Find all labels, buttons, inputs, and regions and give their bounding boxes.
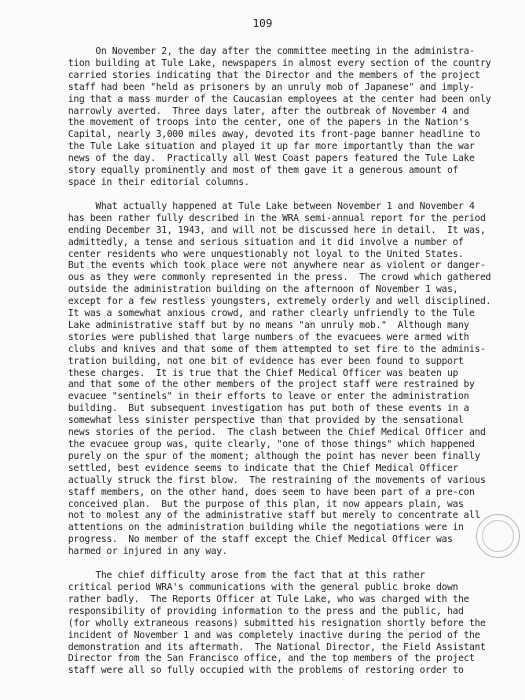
text-line: (for wholly extraneous reasons) submitted his resignation shortly before the — [68, 617, 486, 629]
text-line: tration building, not one bit of evidence has ever been found to support — [68, 355, 464, 367]
text-line: news stories of the period. The clash between the Chief Medical Officer and — [68, 427, 486, 439]
text-line: The chief difficulty arose from the fact that at this rather — [68, 570, 426, 582]
text-line: except for a few restless youngsters, extremely orderly and well disciplined. — [68, 296, 492, 308]
text-line: staff were all so fully occupied with the problems of restoring order to — [68, 665, 464, 677]
text-line: incident of November 1 and was completely inactive during the period of the — [68, 629, 481, 641]
paragraph-1 — [68, 46, 513, 189]
text-line: outside the administration building on the afternoon of November 1 was, — [68, 284, 459, 296]
text-line: building. But subsequent investigation has put both of these events in a — [68, 403, 470, 415]
text-line: staff members, on the other hand, does seem to have been part of a pre-con — [68, 486, 475, 498]
page-number: 109 — [252, 17, 273, 30]
text-line: somewhat less sinister perspective than that provided by the sensational — [68, 415, 464, 427]
text-line: responsibility of providing information to the press and the public, had — [68, 605, 464, 617]
text-line: stories were published that large numbers of the evacuees were armed with — [68, 331, 470, 343]
text-line: center residents who were unquestionably not loyal to the United States. — [68, 248, 464, 260]
text-line: settled, best evidence seems to indicate that the Chief Medical Officer — [68, 462, 459, 474]
text-line: critical period WRA's communications with the general public broke down — [68, 581, 459, 593]
text-line: admittedly, a tense and serious situation and it did involve a number of — [68, 236, 464, 248]
text-line: carried stories indicating that the Director and the members of the project — [68, 69, 481, 81]
text-line: It was a somewhat anxious crowd, and rather clearly unfriendly to the Tule — [68, 308, 475, 320]
text-line: attentions on the administration building while the negotiations were in — [68, 522, 464, 534]
text-line: Director from the San Francisco office, and the top members of the project — [68, 653, 475, 665]
text-line: the evacuee group was, quite clearly, "one of those things" which happened — [68, 439, 475, 450]
text-line: Lake administrative staff but by no means "an unruly mob." Although many — [68, 319, 470, 331]
text-line: clubs and knives and that some of them attempted to set fire to the adminis- — [68, 343, 486, 355]
text-line: story equally prominently and most of them gave it a generous amount of — [68, 165, 459, 177]
document-body — [68, 46, 513, 689]
text-line: What actually happened at Tule Lake between November 1 and November 4 — [68, 200, 475, 212]
text-line: harmed or injured in any way. — [68, 546, 228, 558]
text-line: rather badly. The Reports Officer at Tule Lake, who was charged with the — [68, 593, 470, 605]
text-line: the movement of troops into the center, one of the papers in the Nation's — [68, 117, 470, 129]
text-line: not to molest any of the administrative staff but merely to concentrate all — [68, 510, 481, 522]
text-line: tion building at Tule Lake, newspapers in almost every section of the country — [68, 57, 492, 69]
text-line: purely on the spur of the moment; although the point has never been finally — [68, 450, 481, 462]
paragraph-2 — [68, 201, 513, 558]
archive-stamp — [476, 514, 520, 558]
paragraph-3 — [68, 570, 513, 677]
text-line: But the events which took place were not anywhere near as violent or danger- — [68, 260, 486, 272]
text-line: conceived plan. But the purpose of this plan, it now appears plain, was — [68, 498, 464, 510]
text-line: these charges. It is true that the Chief Medical Officer was beaten up — [68, 367, 459, 379]
text-line: has been rather fully described in the WRA semi-annual report for the period — [68, 212, 486, 224]
text-line: ing that a mass murder of the Caucasian employees at the center had been only — [68, 93, 492, 105]
text-line: actually struck the first blow. The restraining of the movements of various — [68, 474, 486, 486]
text-line: progress. No member of the staff except the Chief Medical Officer was — [68, 534, 453, 546]
text-line: ous as they were commonly represented in the press. The crowd which gathered — [68, 272, 492, 284]
text-line: Capital, nearly 3,000 miles away, devoted its front-page banner headline to — [68, 129, 481, 141]
text-line: ending December 31, 1943, and will not be discussed here in detail. It was, — [68, 224, 486, 236]
text-line: evacuee "sentinels" in their efforts to leave or enter the administration — [68, 391, 470, 403]
text-line: and that some of the other members of the project staff were restrained by — [68, 379, 475, 391]
text-line: narrowly averted. Three days later, after the outbreak of November 4 and — [68, 105, 470, 117]
text-line: staff had been "held as prisoners by an unruly mob of Japanese" and imply- — [68, 81, 475, 93]
text-line: On November 2, the day after the committee meeting in the administra- — [68, 46, 475, 57]
text-line: demonstration and its aftermath. The National Director, the Field Assistant — [68, 641, 486, 653]
text-line: news of the day. Practically all West Coast papers featured the Tule Lake — [68, 153, 475, 165]
text-line: space in their editorial columns. — [68, 176, 250, 188]
text-line: the Tule Lake situation and played it up far more importantly than the war — [68, 141, 475, 153]
